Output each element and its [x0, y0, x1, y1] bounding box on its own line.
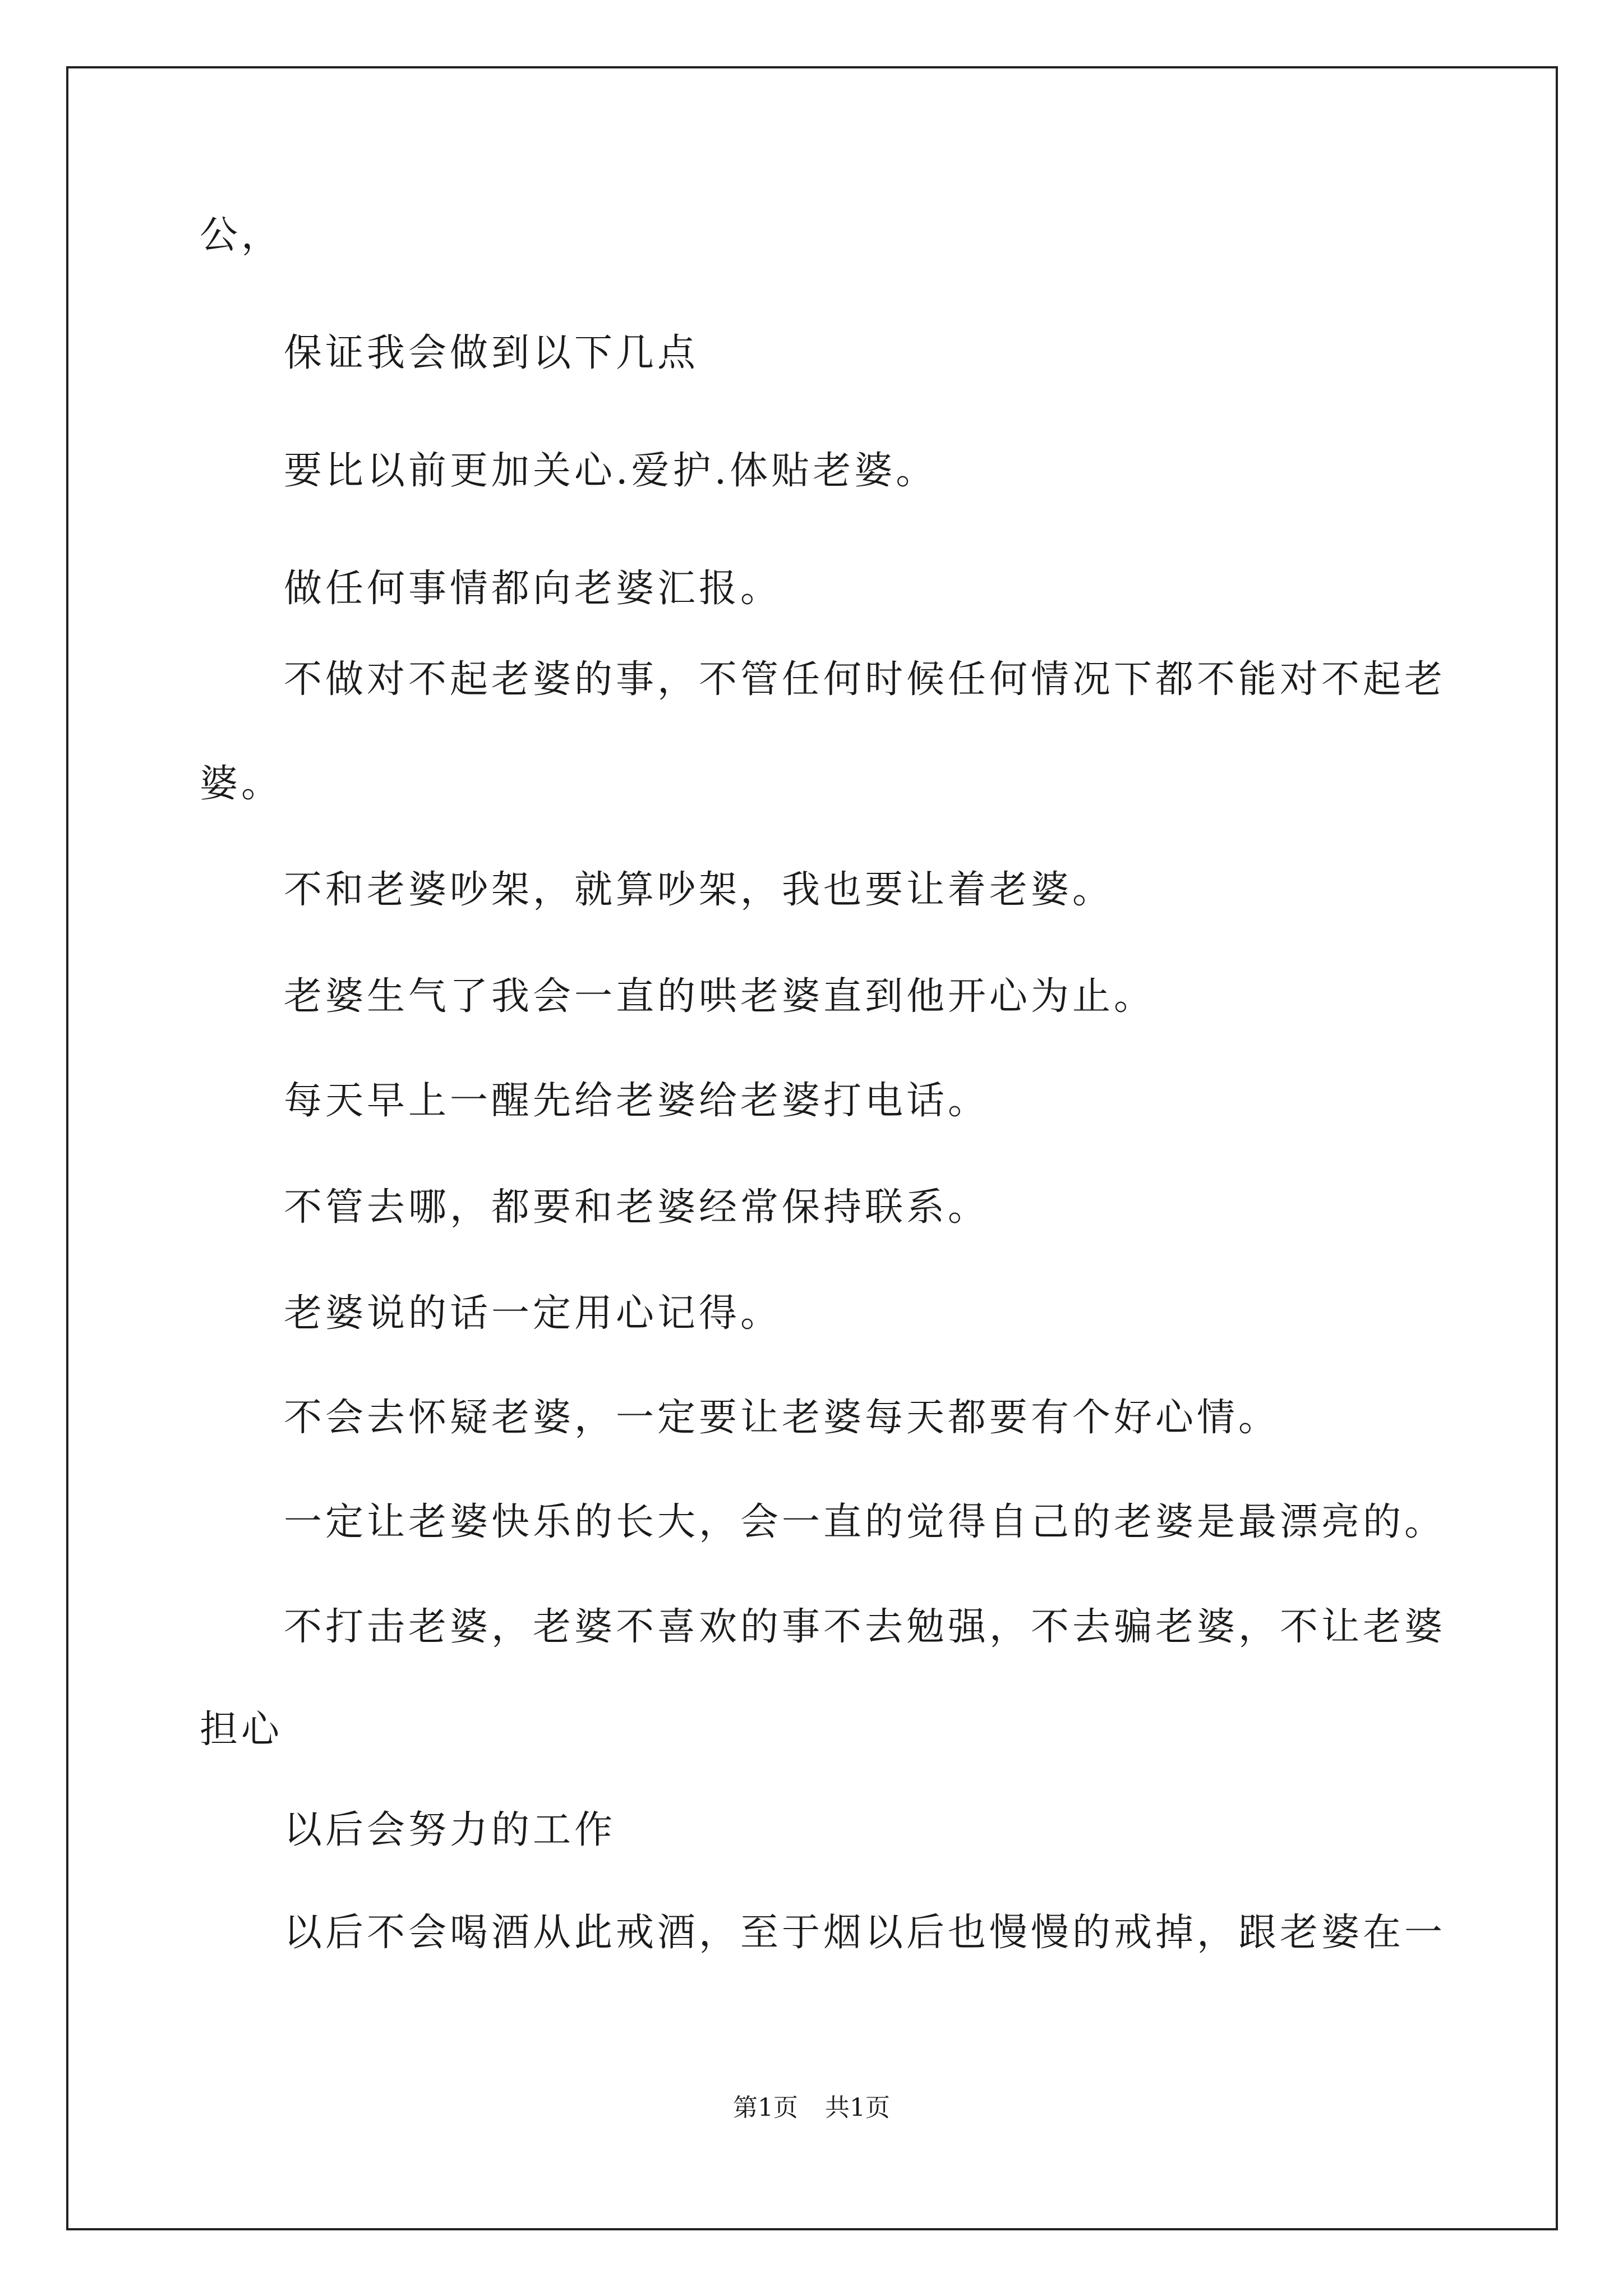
text-line: 婆。 — [200, 762, 283, 806]
text-line: 一定让老婆快乐的长大，会一直的觉得自己的老婆是最漂亮的。 — [284, 1500, 1446, 1544]
page-footer — [0, 2093, 1623, 2122]
text-line: 要比以前更加关心.爱护.体贴老婆。 — [284, 449, 938, 493]
text-line: 不和老婆吵架，就算吵架，我也要让着老婆。 — [284, 868, 1114, 912]
text-line: 老婆说的话一定用心记得。 — [284, 1291, 782, 1336]
text-line: 公， — [200, 213, 283, 257]
text-line: 每天早上一醒先给老婆给老婆打电话。 — [284, 1079, 990, 1123]
page-border — [66, 66, 1558, 2230]
text-line: 不打击老婆，老婆不喜欢的事不去勉强，不去骗老婆，不让老婆 — [284, 1605, 1446, 1649]
text-line: 以后会努力的工作 — [284, 1808, 616, 1852]
text-line: 保证我会做到以下几点 — [284, 331, 699, 375]
page-number-current: 第1页 — [733, 2093, 798, 2122]
text-line: 不会去怀疑老婆，一定要让老婆每天都要有个好心情。 — [284, 1396, 1280, 1440]
page-number-total: 共1页 — [825, 2093, 890, 2122]
text-line: 以后不会喝酒从此戒酒，至于烟以后也慢慢的戒掉，跟老婆在一 — [284, 1911, 1446, 1955]
text-line: 老婆生气了我会一直的哄老婆直到他开心为止。 — [284, 974, 1156, 1019]
text-line: 不管去哪，都要和老婆经常保持联系。 — [284, 1185, 990, 1230]
text-line: 担心 — [200, 1708, 283, 1752]
text-line: 不做对不起老婆的事，不管任何时候任何情况下都不能对不起老 — [284, 657, 1446, 702]
text-line: 做任何事情都向老婆汇报。 — [284, 567, 782, 611]
